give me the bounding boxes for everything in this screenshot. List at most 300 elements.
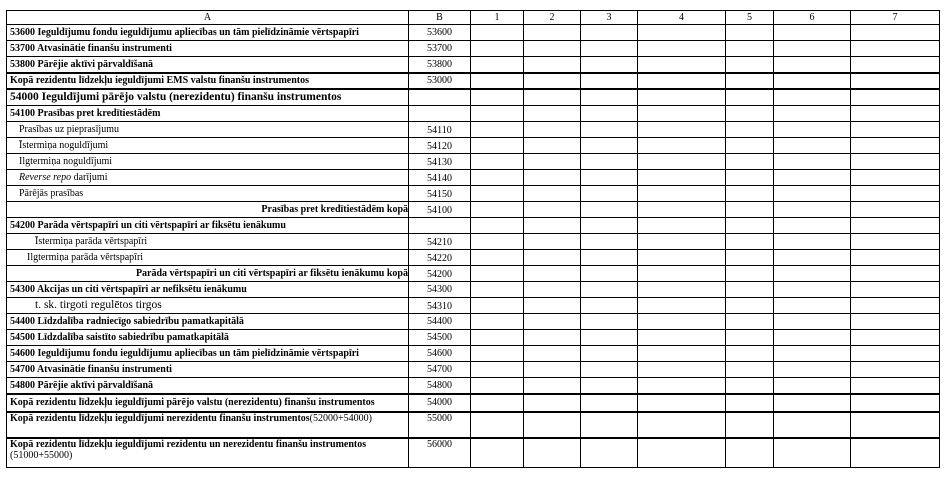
label-text: 54000 Ieguldījumi pārējo valstu (nerezidentu) finanšu instrumentos xyxy=(10,90,342,103)
header-row xyxy=(7,11,940,25)
column-header-7: 7 xyxy=(851,11,940,25)
value-cell-col-7[interactable] xyxy=(851,394,940,412)
value-cell-col-3[interactable] xyxy=(581,282,638,298)
value-cell-col-5[interactable] xyxy=(726,218,774,234)
value-cell-col-1[interactable] xyxy=(471,346,524,362)
table-row xyxy=(7,394,940,412)
value-cell-col-4[interactable] xyxy=(638,138,726,154)
value-cell-col-2[interactable] xyxy=(524,314,581,330)
value-cell-col-2[interactable] xyxy=(524,218,581,234)
label-text: 53800 Pārējie aktīvi pārvaldīšanā xyxy=(10,58,154,70)
value-cell-col-6[interactable] xyxy=(774,438,851,468)
row-label xyxy=(7,218,409,234)
value-cell-col-5[interactable] xyxy=(726,41,774,57)
value-cell-col-4[interactable] xyxy=(638,394,726,412)
value-cell-col-5[interactable] xyxy=(726,122,774,138)
label-text: 54100 Prasības pret kredītiestādēm xyxy=(10,108,161,119)
value-cell-col-7[interactable] xyxy=(851,122,940,138)
label-text: Pārējās prasības xyxy=(19,188,84,199)
value-cell-col-1[interactable] xyxy=(471,170,524,186)
value-cell-col-5[interactable] xyxy=(726,378,774,394)
row-code: 54600 xyxy=(409,346,471,362)
row-code xyxy=(409,89,471,106)
value-cell-col-2[interactable] xyxy=(524,73,581,89)
value-cell-col-5[interactable] xyxy=(726,73,774,89)
label-text: Kopā rezidentu līdzekļu ieguldījumi pārējo valstu (nerezidentu) finanšu instrumentos xyxy=(10,397,375,408)
value-cell-col-5[interactable] xyxy=(726,250,774,266)
value-cell-col-6[interactable] xyxy=(774,250,851,266)
row-label xyxy=(7,362,409,378)
table-row xyxy=(7,266,940,282)
value-cell-col-5[interactable] xyxy=(726,298,774,314)
column-header-3: 3 xyxy=(581,11,638,25)
row-label xyxy=(7,438,409,468)
value-cell-col-3[interactable] xyxy=(581,438,638,468)
value-cell-col-5[interactable] xyxy=(726,346,774,362)
row-code: 53700 xyxy=(409,41,471,57)
value-cell-col-5[interactable] xyxy=(726,314,774,330)
value-cell-col-2[interactable] xyxy=(524,362,581,378)
row-code: 54140 xyxy=(409,170,471,186)
value-cell-col-3[interactable] xyxy=(581,138,638,154)
value-cell-col-3[interactable] xyxy=(581,362,638,378)
value-cell-col-6[interactable] xyxy=(774,170,851,186)
value-cell-col-4[interactable] xyxy=(638,234,726,250)
row-code: 54700 xyxy=(409,362,471,378)
value-cell-col-7[interactable] xyxy=(851,282,940,298)
table-row xyxy=(7,218,940,234)
row-label xyxy=(7,25,409,41)
row-code: 55000 xyxy=(409,412,471,438)
value-cell-col-2[interactable] xyxy=(524,202,581,218)
value-cell-col-4[interactable] xyxy=(638,282,726,298)
table-row xyxy=(7,170,940,186)
value-cell-col-4[interactable] xyxy=(638,186,726,202)
value-cell-col-2[interactable] xyxy=(524,154,581,170)
label-text: 54800 Pārējie aktīvi pārvaldīšanā xyxy=(10,379,154,391)
value-cell-col-2[interactable] xyxy=(524,170,581,186)
row-code: 56000 xyxy=(409,438,471,468)
value-cell-col-2[interactable] xyxy=(524,122,581,138)
value-cell-col-2[interactable] xyxy=(524,41,581,57)
label-text: 53600 Ieguldījumu fondu ieguldījumu apliecības un tām pielīdzināmie vērtspapīri xyxy=(10,27,359,38)
value-cell-col-6[interactable] xyxy=(774,266,851,282)
row-code: 54400 xyxy=(409,314,471,330)
value-cell-col-2[interactable] xyxy=(524,250,581,266)
value-cell-col-1[interactable] xyxy=(471,378,524,394)
row-code xyxy=(409,106,471,122)
table-row xyxy=(7,25,940,41)
label-text: Prasības pret kredītiestādēm kopā xyxy=(261,204,408,215)
value-cell-col-4[interactable] xyxy=(638,346,726,362)
value-cell-col-7[interactable] xyxy=(851,250,940,266)
value-cell-col-6[interactable] xyxy=(774,412,851,438)
row-label xyxy=(7,234,409,250)
table-row xyxy=(7,346,940,362)
value-cell-col-4[interactable] xyxy=(638,73,726,89)
value-cell-col-6[interactable] xyxy=(774,346,851,362)
label-text: t. sk. tirgoti regulētos tirgos xyxy=(35,299,162,311)
value-cell-col-3[interactable] xyxy=(581,73,638,89)
row-code: 53000 xyxy=(409,73,471,89)
value-cell-col-7[interactable] xyxy=(851,25,940,41)
table-row xyxy=(7,378,940,394)
table-row xyxy=(7,89,940,106)
table-row xyxy=(7,41,940,57)
value-cell-col-7[interactable] xyxy=(851,186,940,202)
value-cell-col-6[interactable] xyxy=(774,282,851,298)
value-cell-col-1[interactable] xyxy=(471,438,524,468)
value-cell-col-6[interactable] xyxy=(774,106,851,122)
row-code: 53800 xyxy=(409,57,471,73)
value-cell-col-6[interactable] xyxy=(774,57,851,73)
value-cell-col-7[interactable] xyxy=(851,170,940,186)
value-cell-col-7[interactable] xyxy=(851,138,940,154)
column-header-2: 2 xyxy=(524,11,581,25)
row-label xyxy=(7,394,409,412)
value-cell-col-3[interactable] xyxy=(581,394,638,412)
value-cell-col-1[interactable] xyxy=(471,106,524,122)
value-cell-col-4[interactable] xyxy=(638,362,726,378)
value-cell-col-6[interactable] xyxy=(774,122,851,138)
row-label xyxy=(7,266,409,282)
column-header-4: 4 xyxy=(638,11,726,25)
value-cell-col-3[interactable] xyxy=(581,186,638,202)
report-table xyxy=(6,10,940,468)
value-cell-col-1[interactable] xyxy=(471,298,524,314)
value-cell-col-1[interactable] xyxy=(471,41,524,57)
value-cell-col-6[interactable] xyxy=(774,218,851,234)
row-code: 54800 xyxy=(409,378,471,394)
value-cell-col-7[interactable] xyxy=(851,298,940,314)
value-cell-col-1[interactable] xyxy=(471,266,524,282)
row-code: 54310 xyxy=(409,298,471,314)
row-label xyxy=(7,298,409,314)
value-cell-col-6[interactable] xyxy=(774,138,851,154)
value-cell-col-5[interactable] xyxy=(726,138,774,154)
label-text: darījumi xyxy=(71,172,108,183)
row-label xyxy=(7,346,409,362)
column-header-5: 5 xyxy=(726,11,774,25)
row-label xyxy=(7,73,409,89)
row-label xyxy=(7,378,409,394)
value-cell-col-2[interactable] xyxy=(524,106,581,122)
label-text: Kopā rezidentu līdzekļu ieguldījumi rezidentu un nerezidentu finanšu instrumentos xyxy=(10,438,367,450)
table-row xyxy=(7,106,940,122)
row-code: 54200 xyxy=(409,266,471,282)
row-code: 54300 xyxy=(409,282,471,298)
value-cell-col-6[interactable] xyxy=(774,234,851,250)
row-label xyxy=(7,89,409,106)
row-label xyxy=(7,186,409,202)
value-cell-col-2[interactable] xyxy=(524,330,581,346)
value-cell-col-1[interactable] xyxy=(471,186,524,202)
column-header-1: 1 xyxy=(471,11,524,25)
value-cell-col-7[interactable] xyxy=(851,438,940,468)
label-text: Parāda vērtspapīri un citi vērtspapīri ar fiksētu ienākumu kopā xyxy=(135,268,408,279)
table-row xyxy=(7,202,940,218)
value-cell-col-5[interactable] xyxy=(726,186,774,202)
value-cell-col-1[interactable] xyxy=(471,138,524,154)
value-cell-col-3[interactable] xyxy=(581,154,638,170)
value-cell-col-2[interactable] xyxy=(524,138,581,154)
value-cell-col-3[interactable] xyxy=(581,106,638,122)
row-label xyxy=(7,282,409,298)
table-row xyxy=(7,330,940,346)
value-cell-col-2[interactable] xyxy=(524,266,581,282)
value-cell-col-1[interactable] xyxy=(471,122,524,138)
row-label xyxy=(7,330,409,346)
value-cell-col-3[interactable] xyxy=(581,89,638,106)
label-text: Īstermiņa noguldījumi xyxy=(19,140,109,151)
table-row xyxy=(7,234,940,250)
value-cell-col-3[interactable] xyxy=(581,330,638,346)
row-code: 54110 xyxy=(409,122,471,138)
value-cell-col-7[interactable] xyxy=(851,154,940,170)
column-header-6: 6 xyxy=(774,11,851,25)
value-cell-col-5[interactable] xyxy=(726,89,774,106)
label-text: Ilgtermiņa noguldījumi xyxy=(19,156,113,167)
value-cell-col-7[interactable] xyxy=(851,314,940,330)
label-text: Prasības uz pieprasījumu xyxy=(19,124,119,135)
value-cell-col-1[interactable] xyxy=(471,314,524,330)
value-cell-col-5[interactable] xyxy=(726,234,774,250)
value-cell-col-2[interactable] xyxy=(524,378,581,394)
value-cell-col-4[interactable] xyxy=(638,170,726,186)
value-cell-col-5[interactable] xyxy=(726,57,774,73)
value-cell-col-1[interactable] xyxy=(471,394,524,412)
label-text: Ilgtermiņa parāda vērtspapīri xyxy=(27,252,144,263)
value-cell-col-4[interactable] xyxy=(638,266,726,282)
value-cell-col-4[interactable] xyxy=(638,218,726,234)
value-cell-col-5[interactable] xyxy=(726,362,774,378)
value-cell-col-3[interactable] xyxy=(581,25,638,41)
value-cell-col-7[interactable] xyxy=(851,346,940,362)
label-italic-prefix: Reverse repo xyxy=(19,172,72,183)
row-code: 53600 xyxy=(409,25,471,41)
value-cell-col-1[interactable] xyxy=(471,362,524,378)
value-cell-col-5[interactable] xyxy=(726,394,774,412)
table-row xyxy=(7,138,940,154)
value-cell-col-2[interactable] xyxy=(524,57,581,73)
value-cell-col-5[interactable] xyxy=(726,412,774,438)
value-cell-col-7[interactable] xyxy=(851,266,940,282)
row-label xyxy=(7,412,409,438)
value-cell-col-4[interactable] xyxy=(638,57,726,73)
label-formula: (51000+55000) xyxy=(10,449,73,461)
value-cell-col-5[interactable] xyxy=(726,266,774,282)
value-cell-col-3[interactable] xyxy=(581,170,638,186)
value-cell-col-7[interactable] xyxy=(851,73,940,89)
row-code: 54500 xyxy=(409,330,471,346)
value-cell-col-4[interactable] xyxy=(638,330,726,346)
label-text: Kopā rezidentu līdzekļu ieguldījumi nerezidentu finanšu instrumentos xyxy=(10,412,310,424)
table-row xyxy=(7,122,940,138)
row-label xyxy=(7,250,409,266)
row-label xyxy=(7,202,409,218)
label-text: 54500 Līdzdalība saistīto sabiedrību pamatkapitālā xyxy=(10,332,229,343)
value-cell-col-3[interactable] xyxy=(581,250,638,266)
value-cell-col-1[interactable] xyxy=(471,89,524,106)
value-cell-col-2[interactable] xyxy=(524,282,581,298)
value-cell-col-6[interactable] xyxy=(774,186,851,202)
value-cell-col-6[interactable] xyxy=(774,154,851,170)
table-row xyxy=(7,298,940,314)
table-row xyxy=(7,314,940,330)
value-cell-col-7[interactable] xyxy=(851,57,940,73)
value-cell-col-1[interactable] xyxy=(471,25,524,41)
value-cell-col-7[interactable] xyxy=(851,362,940,378)
label-text: 53700 Atvasinātie finanšu instrumenti xyxy=(10,43,172,54)
label-text: 54700 Atvasinātie finanšu instrumenti xyxy=(10,364,172,375)
table-row xyxy=(7,250,940,266)
value-cell-col-4[interactable] xyxy=(638,250,726,266)
value-cell-col-2[interactable] xyxy=(524,234,581,250)
value-cell-col-6[interactable] xyxy=(774,202,851,218)
value-cell-col-5[interactable] xyxy=(726,330,774,346)
value-cell-col-1[interactable] xyxy=(471,330,524,346)
value-cell-col-3[interactable] xyxy=(581,298,638,314)
value-cell-col-2[interactable] xyxy=(524,25,581,41)
label-text: 54600 Ieguldījumu fondu ieguldījumu apliecības un tām pielīdzināmie vērtspapīri xyxy=(10,348,359,359)
row-code: 54000 xyxy=(409,394,471,412)
row-label xyxy=(7,154,409,170)
value-cell-col-3[interactable] xyxy=(581,378,638,394)
value-cell-col-4[interactable] xyxy=(638,122,726,138)
row-code: 54150 xyxy=(409,186,471,202)
value-cell-col-7[interactable] xyxy=(851,41,940,57)
value-cell-col-7[interactable] xyxy=(851,234,940,250)
value-cell-col-4[interactable] xyxy=(638,298,726,314)
value-cell-col-3[interactable] xyxy=(581,57,638,73)
row-label xyxy=(7,170,409,186)
value-cell-col-4[interactable] xyxy=(638,412,726,438)
value-cell-col-6[interactable] xyxy=(774,378,851,394)
value-cell-col-1[interactable] xyxy=(471,250,524,266)
row-label xyxy=(7,122,409,138)
value-cell-col-6[interactable] xyxy=(774,362,851,378)
row-label xyxy=(7,57,409,73)
value-cell-col-1[interactable] xyxy=(471,282,524,298)
row-code: 54210 xyxy=(409,234,471,250)
table-row xyxy=(7,186,940,202)
row-label xyxy=(7,138,409,154)
value-cell-col-1[interactable] xyxy=(471,73,524,89)
label-text: Kopā rezidentu līdzekļu ieguldījumi EMS valstu finanšu instrumentos xyxy=(10,75,310,86)
value-cell-col-2[interactable] xyxy=(524,412,581,438)
label-text: 54300 Akcijas un citi vērtspapīri ar nefiksētu ienākumu xyxy=(10,284,247,295)
value-cell-col-2[interactable] xyxy=(524,438,581,468)
value-cell-col-4[interactable] xyxy=(638,378,726,394)
value-cell-col-4[interactable] xyxy=(638,154,726,170)
value-cell-col-4[interactable] xyxy=(638,314,726,330)
value-cell-col-6[interactable] xyxy=(774,330,851,346)
table-row xyxy=(7,154,940,170)
value-cell-col-2[interactable] xyxy=(524,89,581,106)
value-cell-col-7[interactable] xyxy=(851,106,940,122)
value-cell-col-7[interactable] xyxy=(851,412,940,438)
value-cell-col-3[interactable] xyxy=(581,234,638,250)
table-row xyxy=(7,438,940,468)
value-cell-col-7[interactable] xyxy=(851,378,940,394)
value-cell-col-4[interactable] xyxy=(638,41,726,57)
value-cell-col-3[interactable] xyxy=(581,412,638,438)
row-code: 54100 xyxy=(409,202,471,218)
row-code: 54120 xyxy=(409,138,471,154)
value-cell-col-1[interactable] xyxy=(471,57,524,73)
value-cell-col-3[interactable] xyxy=(581,202,638,218)
value-cell-col-4[interactable] xyxy=(638,438,726,468)
value-cell-col-5[interactable] xyxy=(726,202,774,218)
value-cell-col-1[interactable] xyxy=(471,234,524,250)
row-label xyxy=(7,106,409,122)
value-cell-col-1[interactable] xyxy=(471,412,524,438)
value-cell-col-3[interactable] xyxy=(581,314,638,330)
table-row xyxy=(7,73,940,89)
value-cell-col-4[interactable] xyxy=(638,106,726,122)
value-cell-col-3[interactable] xyxy=(581,41,638,57)
table-row xyxy=(7,362,940,378)
value-cell-col-6[interactable] xyxy=(774,41,851,57)
value-cell-col-2[interactable] xyxy=(524,298,581,314)
value-cell-col-4[interactable] xyxy=(638,202,726,218)
value-cell-col-1[interactable] xyxy=(471,218,524,234)
value-cell-col-6[interactable] xyxy=(774,25,851,41)
value-cell-col-5[interactable] xyxy=(726,106,774,122)
row-code xyxy=(409,218,471,234)
label-text: 54200 Parāda vērtspapīri un citi vērtspapīri ar fiksētu ienākumu xyxy=(10,220,286,231)
value-cell-col-2[interactable] xyxy=(524,394,581,412)
value-cell-col-4[interactable] xyxy=(638,89,726,106)
table-row xyxy=(7,412,940,438)
column-header-b: B xyxy=(409,11,471,25)
row-code: 54220 xyxy=(409,250,471,266)
value-cell-col-2[interactable] xyxy=(524,186,581,202)
table-row xyxy=(7,57,940,73)
row-label xyxy=(7,314,409,330)
value-cell-col-3[interactable] xyxy=(581,266,638,282)
label-formula: (52000+54000) xyxy=(309,412,372,424)
label-text: Īstermiņa parāda vērtspapīri xyxy=(35,236,148,247)
value-cell-col-6[interactable] xyxy=(774,89,851,106)
value-cell-col-3[interactable] xyxy=(581,122,638,138)
value-cell-col-2[interactable] xyxy=(524,346,581,362)
row-code: 54130 xyxy=(409,154,471,170)
column-header-a: A xyxy=(7,11,409,25)
value-cell-col-1[interactable] xyxy=(471,154,524,170)
value-cell-col-5[interactable] xyxy=(726,438,774,468)
value-cell-col-7[interactable] xyxy=(851,89,940,106)
value-cell-col-6[interactable] xyxy=(774,298,851,314)
value-cell-col-6[interactable] xyxy=(774,314,851,330)
value-cell-col-6[interactable] xyxy=(774,394,851,412)
value-cell-col-7[interactable] xyxy=(851,330,940,346)
value-cell-col-1[interactable] xyxy=(471,202,524,218)
value-cell-col-5[interactable] xyxy=(726,170,774,186)
value-cell-col-5[interactable] xyxy=(726,25,774,41)
value-cell-col-3[interactable] xyxy=(581,218,638,234)
table-row xyxy=(7,282,940,298)
value-cell-col-7[interactable] xyxy=(851,202,940,218)
value-cell-col-3[interactable] xyxy=(581,346,638,362)
value-cell-col-5[interactable] xyxy=(726,282,774,298)
label-text: 54400 Līdzdalība radniecīgo sabiedrību pamatkapitālā xyxy=(10,316,244,327)
value-cell-col-7[interactable] xyxy=(851,218,940,234)
row-label xyxy=(7,41,409,57)
value-cell-col-6[interactable] xyxy=(774,73,851,89)
value-cell-col-5[interactable] xyxy=(726,154,774,170)
value-cell-col-4[interactable] xyxy=(638,25,726,41)
